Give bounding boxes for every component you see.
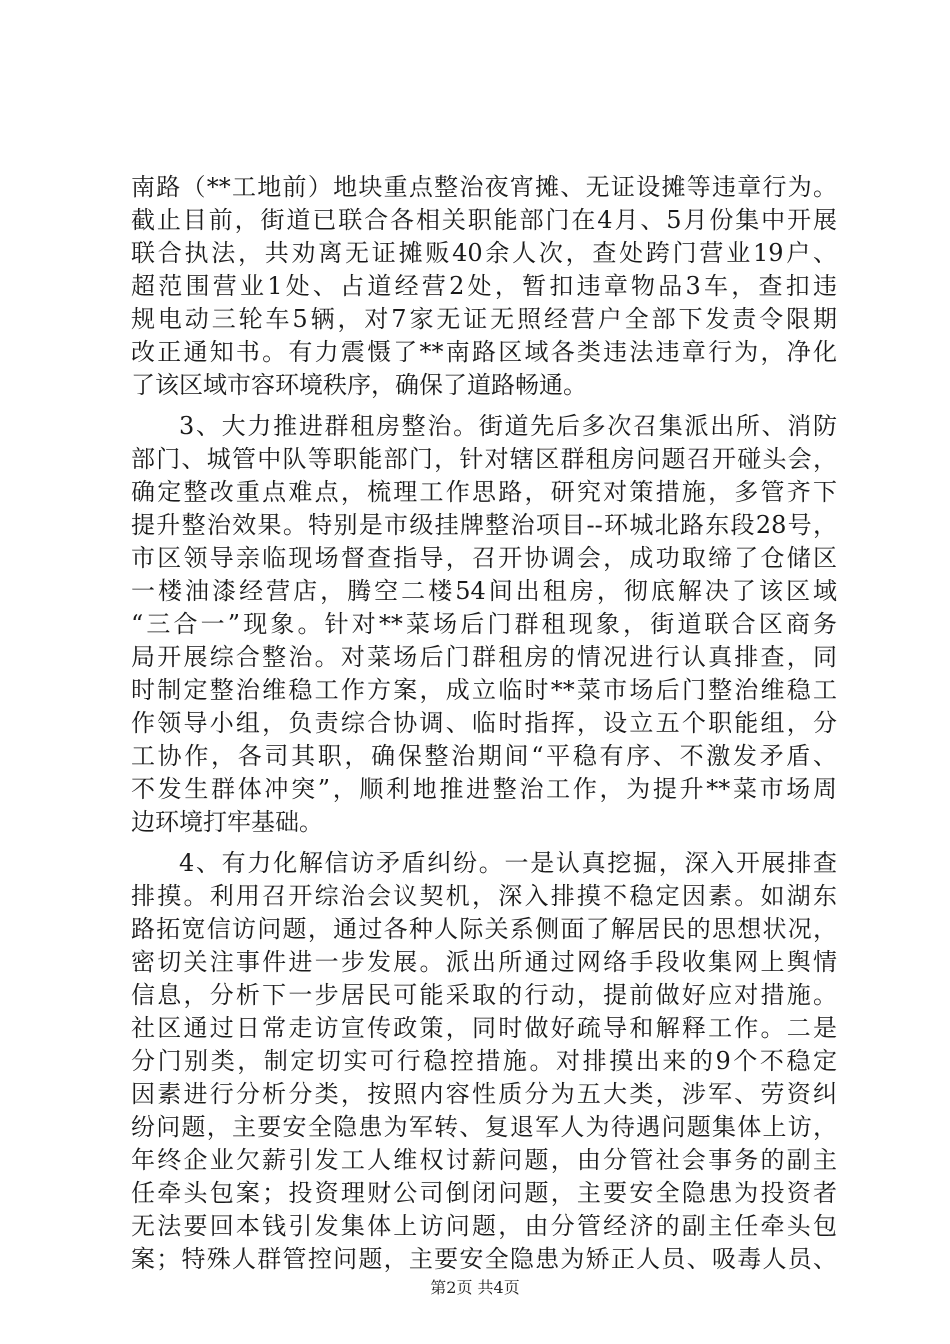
paragraph <box>131 847 837 1276</box>
text-line: 路拓宽信访问题，通过各种人际关系侧面了解居民的思想状况， <box>131 915 837 943</box>
text-line: 部门、城管中队等职能部门，针对辖区群租房问题召开碰头会， <box>131 445 837 473</box>
text-line: 排摸。利用召开综治会议契机，深入排摸不稳定因素。如湖东 <box>131 882 837 910</box>
text-line: 不发生群体冲突”，顺利地推进整治工作，为提升**菜市场周 <box>131 775 837 803</box>
text-line: 任牵头包案；投资理财公司倒闭问题，主要安全隐患为投资者 <box>131 1179 837 1207</box>
text-line: 改正通知书。有力震慑了**南路区域各类违法违章行为，净化 <box>131 338 837 366</box>
text-line: 无法要回本钱引发集体上访问题，由分管经济的副主任牵头包 <box>131 1212 837 1240</box>
text-line: 因素进行分析分类，按照内容性质分为五大类，涉军、劳资纠 <box>131 1080 837 1108</box>
text-line: 规电动三轮车5辆，对7家无证无照经营户全部下发责令限期 <box>131 305 837 333</box>
text-line: 社区通过日常走访宣传政策，同时做好疏导和解释工作。二是 <box>131 1014 837 1042</box>
text-line: “三合一”现象。针对**菜场后门群租现象，街道联合区商务 <box>131 610 837 638</box>
text-line: 时制定整治维稳工作方案，成立临时**菜市场后门整治维稳工 <box>131 676 837 704</box>
text-line: 3、大力推进群租房整治。街道先后多次召集派出所、消防 <box>179 412 837 440</box>
text-line: 边环境打牢基础。 <box>131 808 323 836</box>
page-number-footer: 第2页 共4页 <box>430 1278 520 1297</box>
text-line: 了该区域市容环境秩序，确保了道路畅通。 <box>131 371 587 399</box>
text-line: 工协作，各司其职，确保整治期间“平稳有序、不激发矛盾、 <box>131 742 837 770</box>
text-line: 作领导小组，负责综合协调、临时指挥，设立五个职能组，分 <box>131 709 837 737</box>
text-line: 信息，分析下一步居民可能采取的行动，提前做好应对措施。 <box>131 981 837 1009</box>
text-line: 提升整治效果。特别是市级挂牌整治项目--环城北路东段28号， <box>131 511 837 539</box>
text-line: 年终企业欠薪引发工人维权讨薪问题，由分管社会事务的副主 <box>131 1146 837 1174</box>
document-body <box>131 171 837 1276</box>
text-line: 4、有力化解信访矛盾纠纷。一是认真挖掘，深入开展排查 <box>179 849 837 877</box>
text-line: 局开展综合整治。对菜场后门群租房的情况进行认真排查，同 <box>131 643 837 671</box>
paragraph <box>131 410 837 839</box>
text-line: 联合执法，共劝离无证摊贩40余人次，查处跨门营业19户、 <box>131 239 837 267</box>
text-line: 一楼油漆经营店，腾空二楼54间出租房，彻底解决了该区域 <box>131 577 837 605</box>
text-line: 截止目前，街道已联合各相关职能部门在4月、5月份集中开展 <box>131 206 837 234</box>
text-line: 案；特殊人群管控问题，主要安全隐患为矫正人员、吸毒人员、 <box>131 1245 837 1273</box>
text-line: 确定整改重点难点，梳理工作思路，研究对策措施，多管齐下 <box>131 478 837 506</box>
text-line: 超范围营业1处、占道经营2处，暂扣违章物品3车，查扣违 <box>131 272 837 300</box>
text-line: 纷问题，主要安全隐患为军转、复退军人为待遇问题集体上访， <box>131 1113 837 1141</box>
text-line: 分门别类，制定切实可行稳控措施。对排摸出来的9个不稳定 <box>131 1047 837 1075</box>
paragraph <box>131 171 837 402</box>
text-line: 南路（**工地前）地块重点整治夜宵摊、无证设摊等违章行为。 <box>131 173 837 201</box>
text-line: 市区领导亲临现场督查指导，召开协调会，成功取缔了仓储区 <box>131 544 837 572</box>
text-line: 密切关注事件进一步发展。派出所通过网络手段收集网上舆情 <box>131 948 837 976</box>
